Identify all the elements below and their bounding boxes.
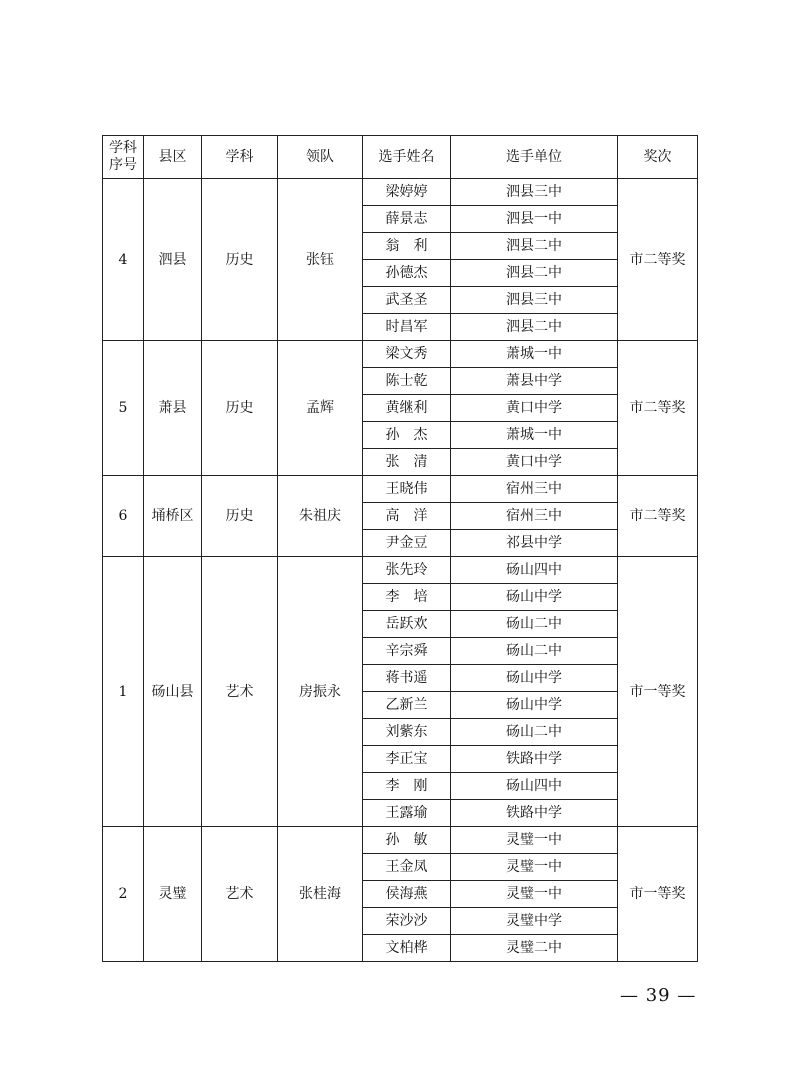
player-unit: 铁路中学 xyxy=(451,800,618,827)
player-name: 翁 利 xyxy=(363,233,451,260)
group-award: 市二等奖 xyxy=(618,179,698,341)
player-unit: 砀山二中 xyxy=(451,611,618,638)
player-unit: 宿州三中 xyxy=(451,503,618,530)
player-name: 荣沙沙 xyxy=(363,908,451,935)
player-name: 王金凤 xyxy=(363,854,451,881)
group-seq: 1 xyxy=(103,557,144,827)
table-row xyxy=(103,827,698,854)
player-unit: 黄口中学 xyxy=(451,395,618,422)
player-unit: 泗县三中 xyxy=(451,179,618,206)
player-unit: 铁路中学 xyxy=(451,746,618,773)
player-unit: 灵璧一中 xyxy=(451,854,618,881)
header-county: 县区 xyxy=(144,136,202,179)
table-row xyxy=(103,179,698,206)
player-name: 张先玲 xyxy=(363,557,451,584)
group-leader: 张钰 xyxy=(278,179,363,341)
table-row xyxy=(103,476,698,503)
group-county: 灵璧 xyxy=(144,827,202,962)
player-name: 李 培 xyxy=(363,584,451,611)
header-player-name: 选手姓名 xyxy=(363,136,451,179)
player-name: 时昌军 xyxy=(363,314,451,341)
player-unit: 砀山二中 xyxy=(451,719,618,746)
player-name: 侯海燕 xyxy=(363,881,451,908)
player-unit: 黄口中学 xyxy=(451,449,618,476)
player-name: 薛景志 xyxy=(363,206,451,233)
player-unit: 灵璧二中 xyxy=(451,935,618,962)
player-name: 高 洋 xyxy=(363,503,451,530)
group-award: 市一等奖 xyxy=(618,557,698,827)
group-award: 市二等奖 xyxy=(618,476,698,557)
header-award: 奖次 xyxy=(618,136,698,179)
group-leader: 孟辉 xyxy=(278,341,363,476)
group-subject: 艺术 xyxy=(202,827,278,962)
player-name: 乙新兰 xyxy=(363,692,451,719)
player-unit: 砀山四中 xyxy=(451,557,618,584)
group-leader: 朱祖庆 xyxy=(278,476,363,557)
player-unit: 灵璧一中 xyxy=(451,827,618,854)
group-seq: 5 xyxy=(103,341,144,476)
group-award: 市二等奖 xyxy=(618,341,698,476)
player-name: 王露瑜 xyxy=(363,800,451,827)
group-subject: 历史 xyxy=(202,476,278,557)
player-name: 岳跃欢 xyxy=(363,611,451,638)
player-name: 蒋书遥 xyxy=(363,665,451,692)
group-leader: 张桂海 xyxy=(278,827,363,962)
player-unit: 泗县二中 xyxy=(451,260,618,287)
group-county: 泗县 xyxy=(144,179,202,341)
player-name: 尹金豆 xyxy=(363,530,451,557)
group-leader: 房振永 xyxy=(278,557,363,827)
player-name: 武圣圣 xyxy=(363,287,451,314)
player-unit: 泗县二中 xyxy=(451,233,618,260)
player-unit: 砀山中学 xyxy=(451,584,618,611)
header-player-unit: 选手单位 xyxy=(451,136,618,179)
player-name: 刘紫东 xyxy=(363,719,451,746)
group-seq: 4 xyxy=(103,179,144,341)
player-unit: 泗县三中 xyxy=(451,287,618,314)
group-seq: 2 xyxy=(103,827,144,962)
player-unit: 萧县中学 xyxy=(451,368,618,395)
player-name: 李 刚 xyxy=(363,773,451,800)
player-name: 李正宝 xyxy=(363,746,451,773)
player-name: 梁文秀 xyxy=(363,341,451,368)
player-name: 孙 杰 xyxy=(363,422,451,449)
player-unit: 泗县一中 xyxy=(451,206,618,233)
group-county: 埇桥区 xyxy=(144,476,202,557)
header-seq: 学科序号 xyxy=(103,136,144,179)
group-seq: 6 xyxy=(103,476,144,557)
player-unit: 砀山中学 xyxy=(451,665,618,692)
player-unit: 灵璧一中 xyxy=(451,881,618,908)
header-row xyxy=(103,136,698,179)
group-subject: 历史 xyxy=(202,179,278,341)
page-number: — 39 — xyxy=(620,985,697,1006)
player-name: 文柏桦 xyxy=(363,935,451,962)
player-unit: 砀山中学 xyxy=(451,692,618,719)
group-award: 市一等奖 xyxy=(618,827,698,962)
header-leader: 领队 xyxy=(278,136,363,179)
player-name: 孙德杰 xyxy=(363,260,451,287)
table-body xyxy=(103,179,698,962)
player-name: 黄继利 xyxy=(363,395,451,422)
player-unit: 萧城一中 xyxy=(451,341,618,368)
group-subject: 艺术 xyxy=(202,557,278,827)
player-name: 梁婷婷 xyxy=(363,179,451,206)
player-unit: 砀山二中 xyxy=(451,638,618,665)
player-name: 陈士乾 xyxy=(363,368,451,395)
group-county: 砀山县 xyxy=(144,557,202,827)
player-unit: 灵璧中学 xyxy=(451,908,618,935)
award-table xyxy=(102,135,698,962)
table-row xyxy=(103,341,698,368)
player-unit: 泗县二中 xyxy=(451,314,618,341)
player-name: 张 清 xyxy=(363,449,451,476)
group-county: 萧县 xyxy=(144,341,202,476)
player-unit: 祁县中学 xyxy=(451,530,618,557)
player-unit: 宿州三中 xyxy=(451,476,618,503)
table-header xyxy=(103,136,698,179)
table-row xyxy=(103,557,698,584)
player-name: 孙 敏 xyxy=(363,827,451,854)
group-subject: 历史 xyxy=(202,341,278,476)
player-name: 辛宗舜 xyxy=(363,638,451,665)
player-name: 王晓伟 xyxy=(363,476,451,503)
header-subject: 学科 xyxy=(202,136,278,179)
player-unit: 砀山四中 xyxy=(451,773,618,800)
player-unit: 萧城一中 xyxy=(451,422,618,449)
